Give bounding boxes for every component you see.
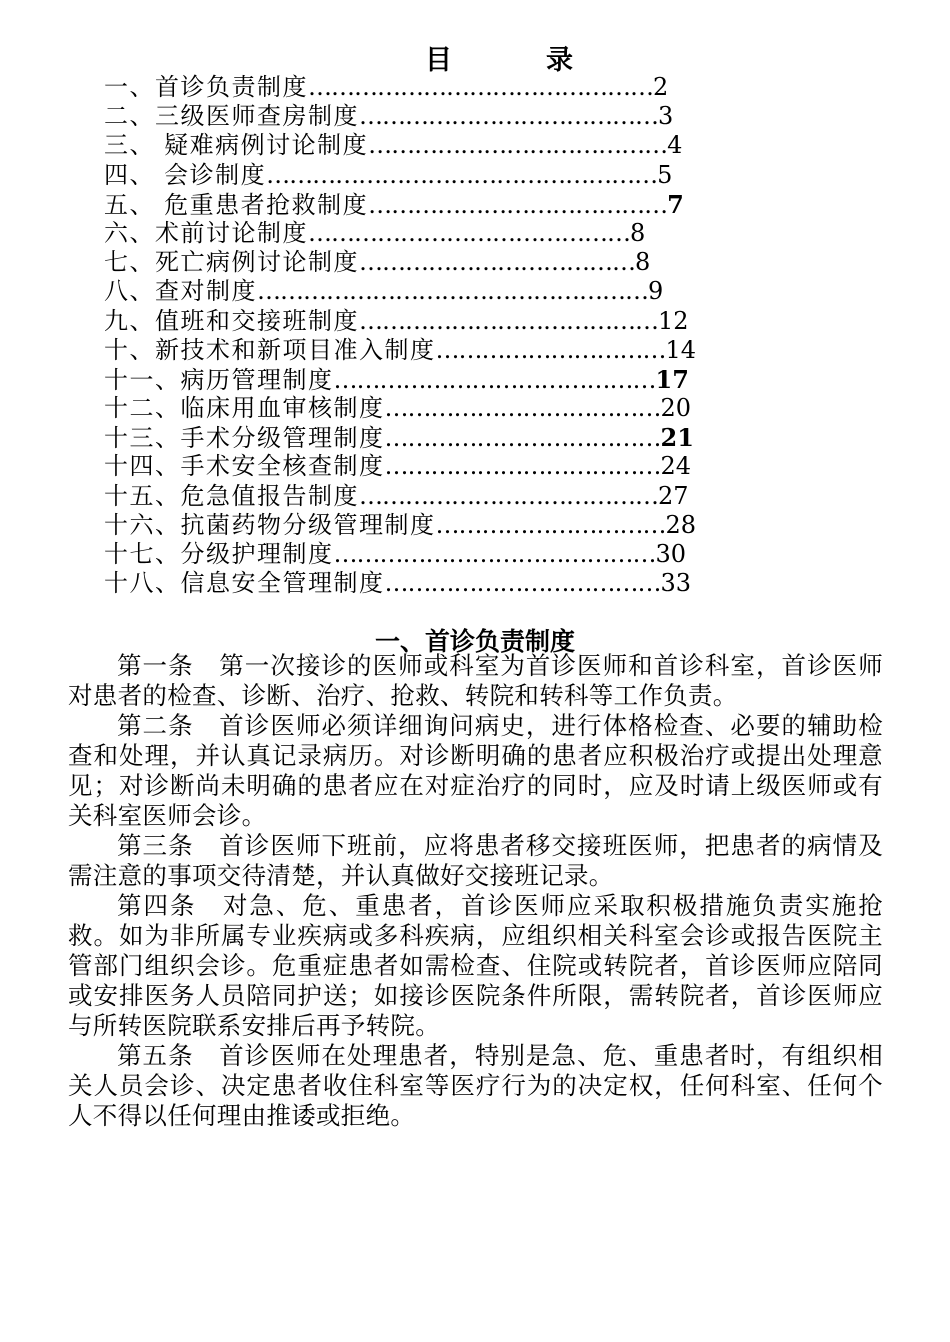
toc-entry-label: 四、 会诊制度: [104, 160, 267, 189]
toc-entry[interactable]: [104, 452, 696, 481]
toc-entry[interactable]: [104, 482, 696, 511]
toc-page-number: 24: [660, 452, 692, 481]
toc-leader-dots: ……………………………………………: [266, 160, 658, 189]
section-body: [68, 651, 883, 1131]
toc-leader-dots: …………………………………: [368, 131, 668, 160]
toc-page-number: 28: [665, 510, 697, 539]
toc-page-number: 33: [660, 569, 692, 598]
article-paragraph: 第四条 对急、危、重患者，首诊医师应采取积极措施负责实施抢救。如为非所属专业疾病或多科疾病，应组织相关科室会诊或报告医院主管部门组织会诊。危重症患者如需检查、住院或转院者，首诊医师应陪同或安排医务人员陪同护送；如接诊医院条件所限，需转院者，首诊医师应与所转医院联系安排后再予转院。: [68, 891, 883, 1040]
toc-page-number: 2: [653, 73, 669, 101]
toc-entry[interactable]: [104, 307, 696, 336]
toc-leader-dots: …………………………………: [359, 481, 658, 510]
toc-leader-dots: ………………………………: [384, 424, 661, 453]
toc-entry[interactable]: [104, 102, 696, 131]
toc-entry[interactable]: [104, 511, 696, 540]
toc-entry-label: 十七、分级护理制度: [104, 540, 334, 568]
toc-leader-dots: ……………………………………: [308, 218, 630, 247]
toc-page-number: 21: [660, 423, 694, 453]
toc-leader-dots: ………………………………………: [308, 73, 653, 101]
toc-entry-label: 六、术前讨论制度: [104, 218, 308, 247]
toc-entry[interactable]: [104, 190, 696, 219]
toc-entry[interactable]: [104, 423, 696, 452]
toc-entry[interactable]: [104, 73, 696, 102]
section-heading: 一、首诊负责制度: [374, 627, 575, 656]
toc-entry-label: 十六、抗菌药物分级管理制度: [104, 510, 436, 539]
toc-entry-label: 十三、手术分级管理制度: [104, 424, 385, 453]
toc-entry-label: 十二、临床用血审核制度: [104, 394, 385, 423]
toc-entry-label: 九、值班和交接班制度: [104, 306, 359, 335]
toc-page-number: 4: [667, 131, 683, 160]
toc-leader-dots: ………………………………: [384, 569, 661, 598]
toc-leader-dots: ……………………………………: [333, 365, 656, 394]
toc-title-left: 目: [425, 45, 454, 76]
toc-page-number: 17: [655, 364, 689, 394]
toc-page-number: 3: [658, 102, 674, 131]
toc-entry[interactable]: [104, 540, 696, 569]
toc-page-number: 8: [630, 218, 646, 247]
toc-entry[interactable]: [104, 131, 696, 160]
toc-page-number: 7: [667, 189, 684, 219]
table-of-contents: [104, 73, 696, 598]
toc-leader-dots: …………………………: [435, 335, 666, 364]
toc-leader-dots: ……………………………………………: [257, 277, 648, 306]
toc-leader-dots: …………………………………: [359, 102, 658, 131]
toc-page-number: 30: [655, 540, 687, 568]
toc-entry-label: 十五、危急值报告制度: [104, 481, 359, 510]
toc-leader-dots: …………………………………: [359, 306, 658, 335]
toc-entry-label: 十四、手术安全核查制度: [104, 452, 385, 481]
article-paragraph: 第五条 首诊医师在处理患者，特别是急、危、重患者时，有组织相关人员会诊、决定患者收住科室等医疗行为的决定权，任何科室、任何个人不得以任何理由推诿或拒绝。: [68, 1041, 883, 1130]
toc-leader-dots: ………………………………: [384, 394, 661, 423]
toc-leader-dots: …………………………………: [368, 190, 668, 219]
toc-title-right: 录: [546, 45, 575, 76]
toc-entry-label: 五、 危重患者抢救制度: [104, 190, 369, 219]
toc-page-number: 14: [665, 335, 697, 364]
toc-entry-label: 十、新技术和新项目准入制度: [104, 335, 436, 364]
toc-entry[interactable]: [104, 569, 696, 598]
toc-entry-label: 八、查对制度: [104, 277, 257, 306]
toc-entry-label: 二、三级医师查房制度: [104, 102, 359, 131]
toc-page-number: 27: [658, 481, 689, 510]
toc-entry[interactable]: [104, 277, 696, 306]
toc-page-number: 9: [648, 277, 664, 306]
toc-entry[interactable]: [104, 365, 696, 394]
toc-page-number: 12: [658, 306, 689, 335]
toc-entry-label: 一、首诊负责制度: [104, 73, 308, 101]
toc-entry-label: 十八、信息安全管理制度: [104, 569, 385, 598]
article-paragraph: 第二条 首诊医师必须详细询问病史，进行体格检查、必要的辅助检查和处理，并认真记录病历。对诊断明确的患者应积极治疗或提出处理意见；对诊断尚未明确的患者应在对症治疗的同时，应及时请上级医师或有关科室医师会诊。: [68, 711, 883, 830]
toc-leader-dots: …………………………: [435, 510, 666, 539]
toc-leader-dots: ………………………………: [359, 248, 635, 277]
toc-entry-label: 七、死亡病例讨论制度: [104, 248, 359, 277]
toc-entry[interactable]: [104, 248, 696, 277]
toc-page-number: 5: [657, 160, 673, 189]
article-paragraph: 第一条 第一次接诊的医师或科室为首诊医师和首诊科室，首诊医师对患者的检查、诊断、治疗、抢救、转院和转科等工作负责。: [68, 651, 883, 710]
toc-leader-dots: ………………………………: [384, 452, 661, 481]
toc-entry-label: 十一、病历管理制度: [104, 365, 334, 394]
toc-entry[interactable]: [104, 161, 696, 190]
toc-leader-dots: ……………………………………: [333, 540, 656, 568]
toc-entry[interactable]: [104, 336, 696, 365]
toc-page-number: 8: [635, 248, 651, 277]
toc-entry[interactable]: [104, 394, 696, 423]
toc-entry-label: 三、 疑难病例讨论制度: [104, 131, 369, 160]
toc-page-number: 20: [660, 394, 692, 423]
article-paragraph: 第三条 首诊医师下班前，应将患者移交接班医师，把患者的病情及需注意的事项交待清楚，并认真做好交接班记录。: [68, 831, 883, 890]
toc-title: [0, 38, 950, 77]
toc-entry[interactable]: [104, 219, 696, 248]
